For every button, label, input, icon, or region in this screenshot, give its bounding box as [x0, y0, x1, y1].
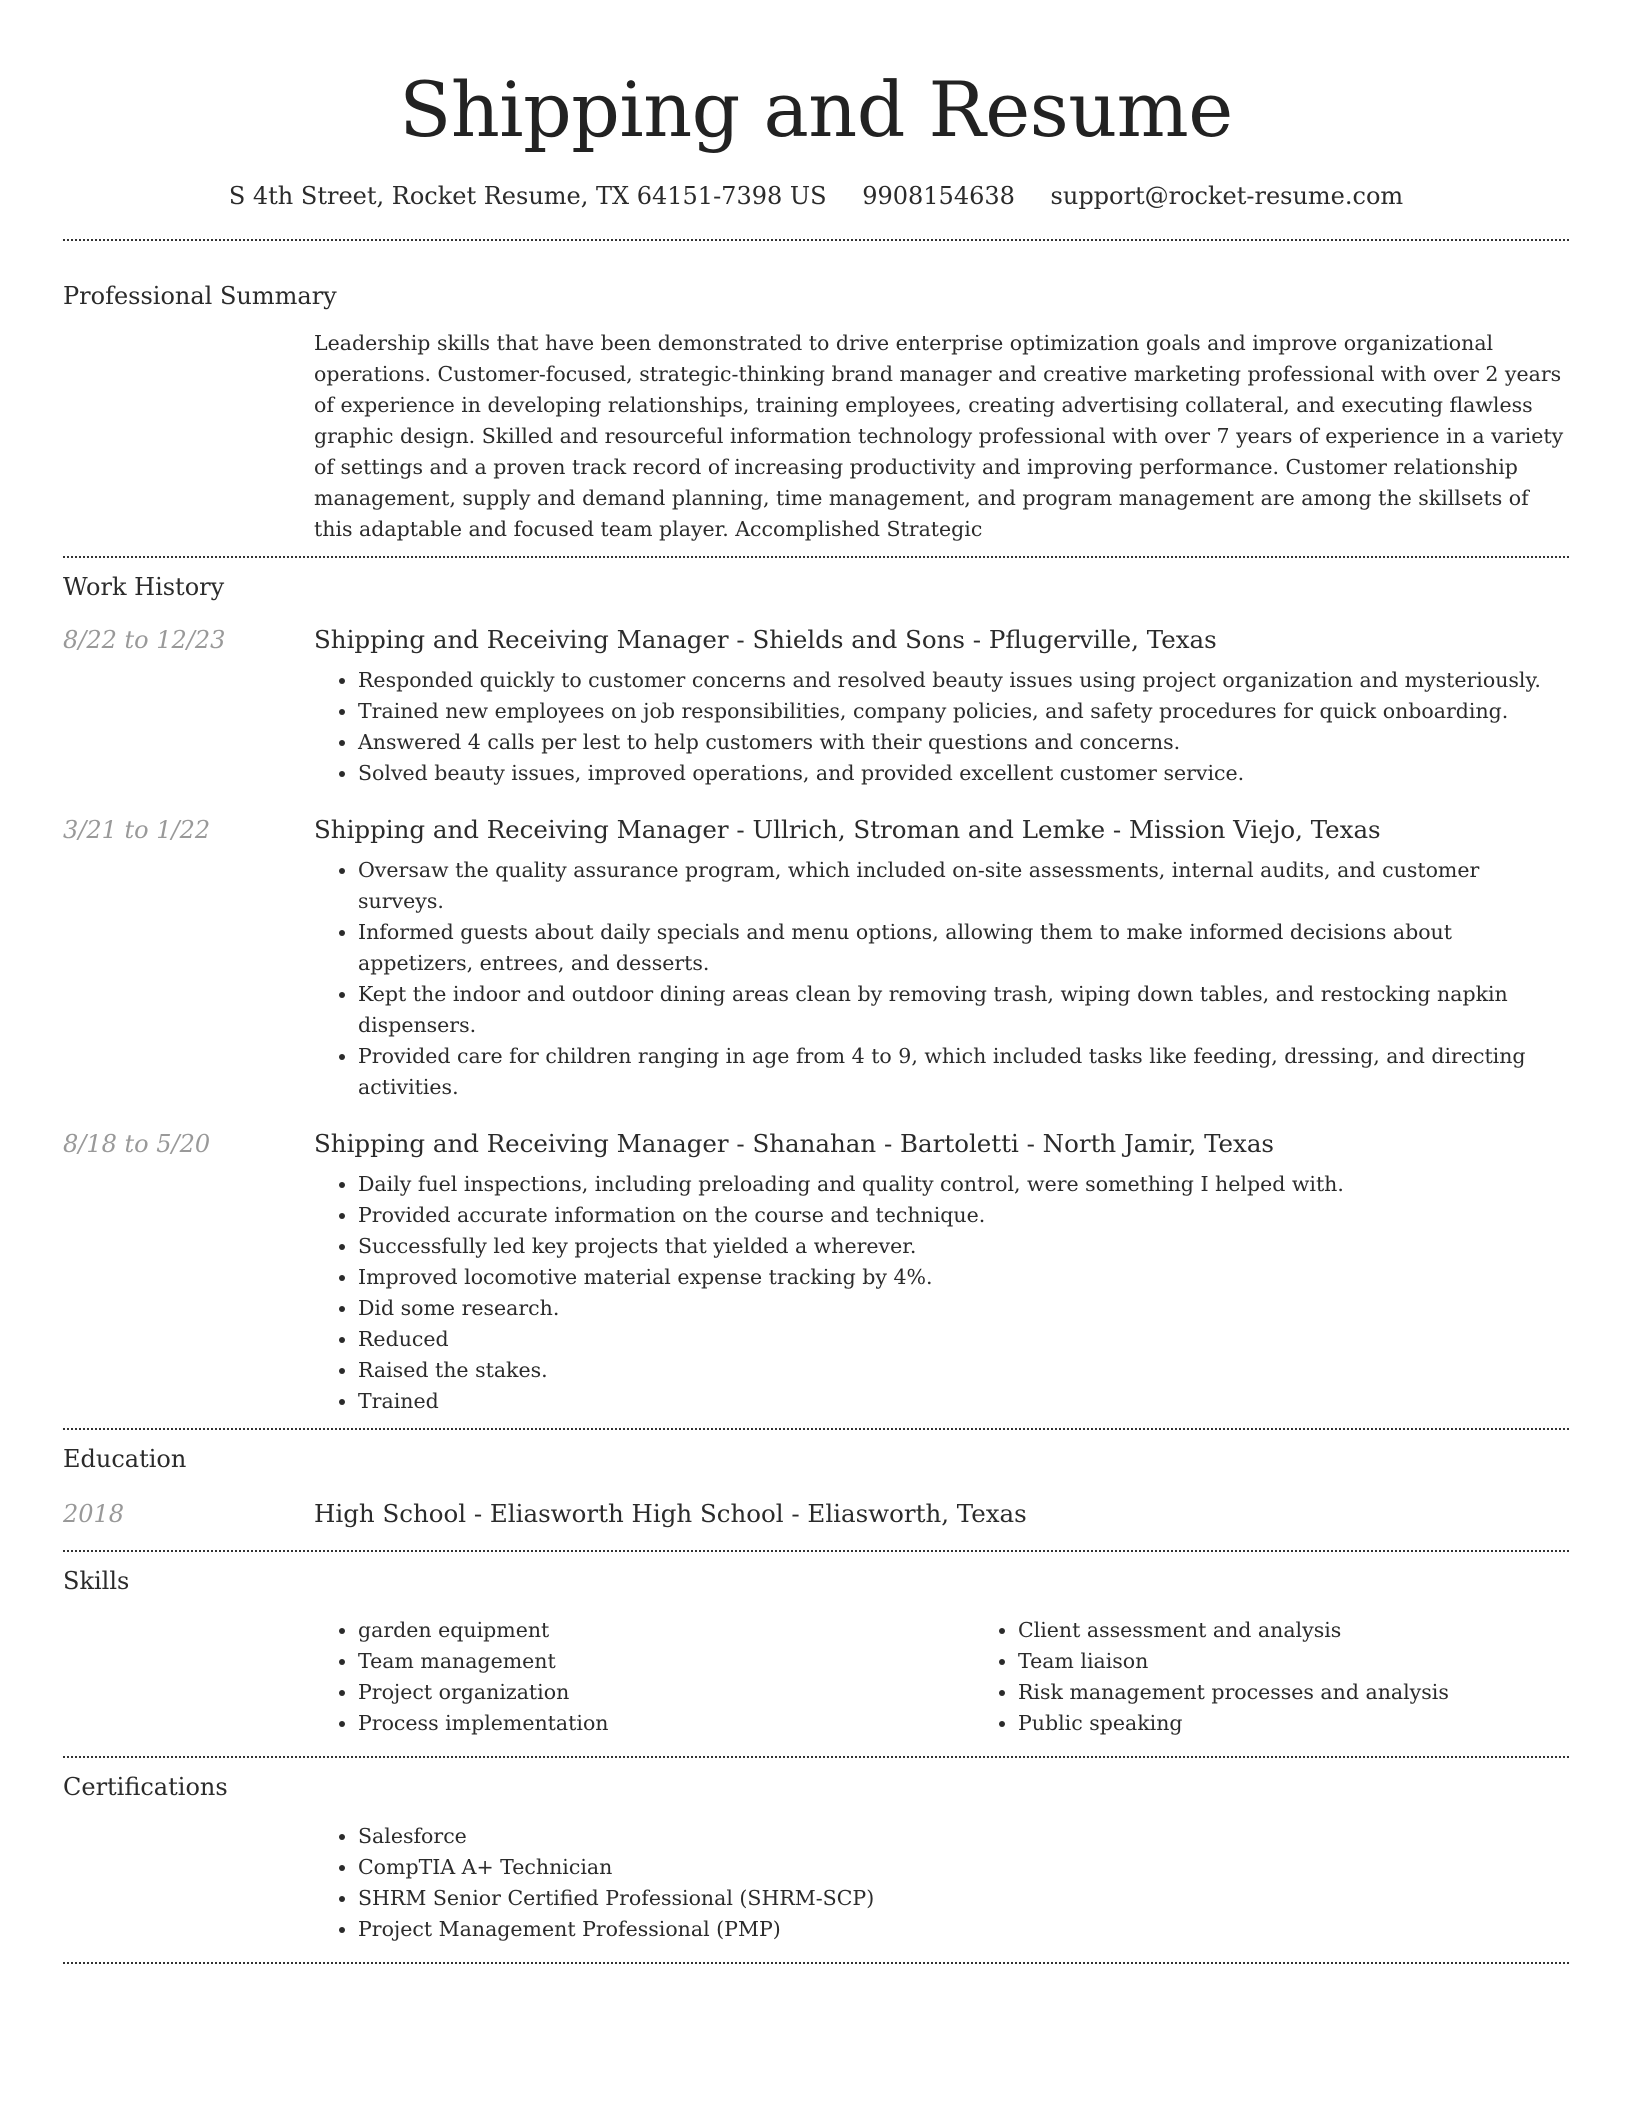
list-item: • Team liaison: [1018, 1646, 1569, 1677]
list-item: • Informed guests about daily specials and menu options, allowing them to make informed decisions about appetizers, entrees, and desserts.: [358, 917, 1569, 979]
job-dates: 8/18 to 5/20: [63, 1130, 211, 1158]
education-heading: High School - Eliasworth High School - Eliasworth, Texas: [314, 1499, 1027, 1528]
job-heading: Shipping and Receiving Manager - Shields and Sons - Pflugerville, Texas: [314, 625, 1217, 654]
list-item: • Trained: [358, 1386, 1569, 1417]
list-item: • Solved beauty issues, improved operations, and provided excellent customer service.: [358, 758, 1569, 789]
list-item: • Did some research.: [358, 1293, 1569, 1324]
contact-phone: 9908154638: [862, 182, 1015, 210]
job-bullets: [314, 855, 1569, 1103]
list-item: • Team management: [358, 1646, 974, 1677]
job-bullets: [314, 1169, 1569, 1417]
list-item: • Risk management processes and analysis: [1018, 1677, 1569, 1708]
job-dates: 8/22 to 12/23: [63, 626, 226, 654]
certifications-section: [63, 1758, 1569, 1945]
contact-email: support@rocket-resume.com: [1050, 182, 1404, 210]
job-entry: [63, 1127, 1569, 1417]
education-section: [63, 1430, 1569, 1531]
summary-section: [63, 241, 1569, 545]
job-dates: 3/21 to 1/22: [63, 816, 211, 844]
list-item: • Kept the indoor and outdoor dining areas clean by removing trash, wiping down tables, and restocking napkin dispensers.: [358, 979, 1569, 1041]
list-item: • SHRM Senior Certified Professional (SHRM-SCP): [358, 1883, 1569, 1914]
section-title-certifications: Certifications: [63, 1773, 228, 1801]
job-heading: Shipping and Receiving Manager - Shanahan - Bartoletti - North Jamir, Texas: [314, 1129, 1275, 1158]
certifications-list: [314, 1821, 1569, 1945]
list-item: • Trained new employees on job responsibilities, company policies, and safety procedures for quick onboarding.: [358, 696, 1569, 727]
list-item: • Successfully led key projects that yielded a wherever.: [358, 1231, 1569, 1262]
divider: [63, 1962, 1569, 1964]
job-heading: Shipping and Receiving Manager - Ullrich, Stroman and Lemke - Mission Viejo, Texas: [314, 815, 1381, 844]
list-item: • garden equipment: [358, 1615, 974, 1646]
list-item: • Oversaw the quality assurance program, which included on-site assessments, internal audits, and customer surveys.: [358, 855, 1569, 917]
work-history-section: [63, 558, 1569, 1417]
list-item: • Public speaking: [1018, 1708, 1569, 1739]
education-entry: [63, 1497, 1569, 1531]
list-item: • Provided care for children ranging in age from 4 to 9, which included tasks like feeding, dressing, and directing activities.: [358, 1041, 1569, 1103]
section-title-work-history: Work History: [63, 573, 225, 601]
skills-list-left: [314, 1615, 974, 1739]
summary-text: Leadership skills that have been demonstrated to drive enterprise optimization goals and improve organizational operations. Customer-focused, strategic-thinking brand manager and creative marketing professional with over 2 years of experience in developing relationships, training employees, creating advertising collateral, and executing flawless graphic design. Skilled and resourceful information technology professional with over 7 years of experience in a variety of settings and a proven track record of increasing productivity and improving performance. Customer relationship management, supply and demand planning, time management, and program management are among the skillsets of this adaptable and focused team player. Accomplished Strategic: [314, 331, 1564, 541]
list-item: • Provided accurate information on the course and technique.: [358, 1200, 1569, 1231]
list-item: • Answered 4 calls per lest to help customers with their questions and concerns.: [358, 727, 1569, 758]
candidate-name: Shipping and Resume: [399, 65, 1233, 154]
contact-line: [63, 178, 1569, 214]
list-item: • Salesforce: [358, 1821, 1569, 1852]
list-item: • Process implementation: [358, 1708, 974, 1739]
list-item: • CompTIA A+ Technician: [358, 1852, 1569, 1883]
skills-section: [63, 1552, 1569, 1739]
list-item: • Daily fuel inspections, including preloading and quality control, were something I helped with.: [358, 1169, 1569, 1200]
job-entry: [63, 813, 1569, 1103]
section-title-skills: Skills: [63, 1567, 130, 1595]
list-item: • Client assessment and analysis: [1018, 1615, 1569, 1646]
education-year: 2018: [63, 1500, 125, 1528]
skills-list-right: [974, 1615, 1569, 1739]
list-item: • Improved locomotive material expense tracking by 4%.: [358, 1262, 1569, 1293]
job-entry: [63, 623, 1569, 789]
contact-address: S 4th Street, Rocket Resume, TX 64151-7398 US: [228, 182, 827, 210]
list-item: • Reduced: [358, 1324, 1569, 1355]
list-item: • Raised the stakes.: [358, 1355, 1569, 1386]
section-title-education: Education: [63, 1445, 187, 1473]
list-item: • Project Management Professional (PMP): [358, 1914, 1569, 1945]
section-title-summary: Professional Summary: [63, 282, 337, 310]
list-item: • Project organization: [358, 1677, 974, 1708]
job-bullets: [314, 665, 1569, 789]
list-item: • Responded quickly to customer concerns and resolved beauty issues using project organization and mysteriously.: [358, 665, 1569, 696]
